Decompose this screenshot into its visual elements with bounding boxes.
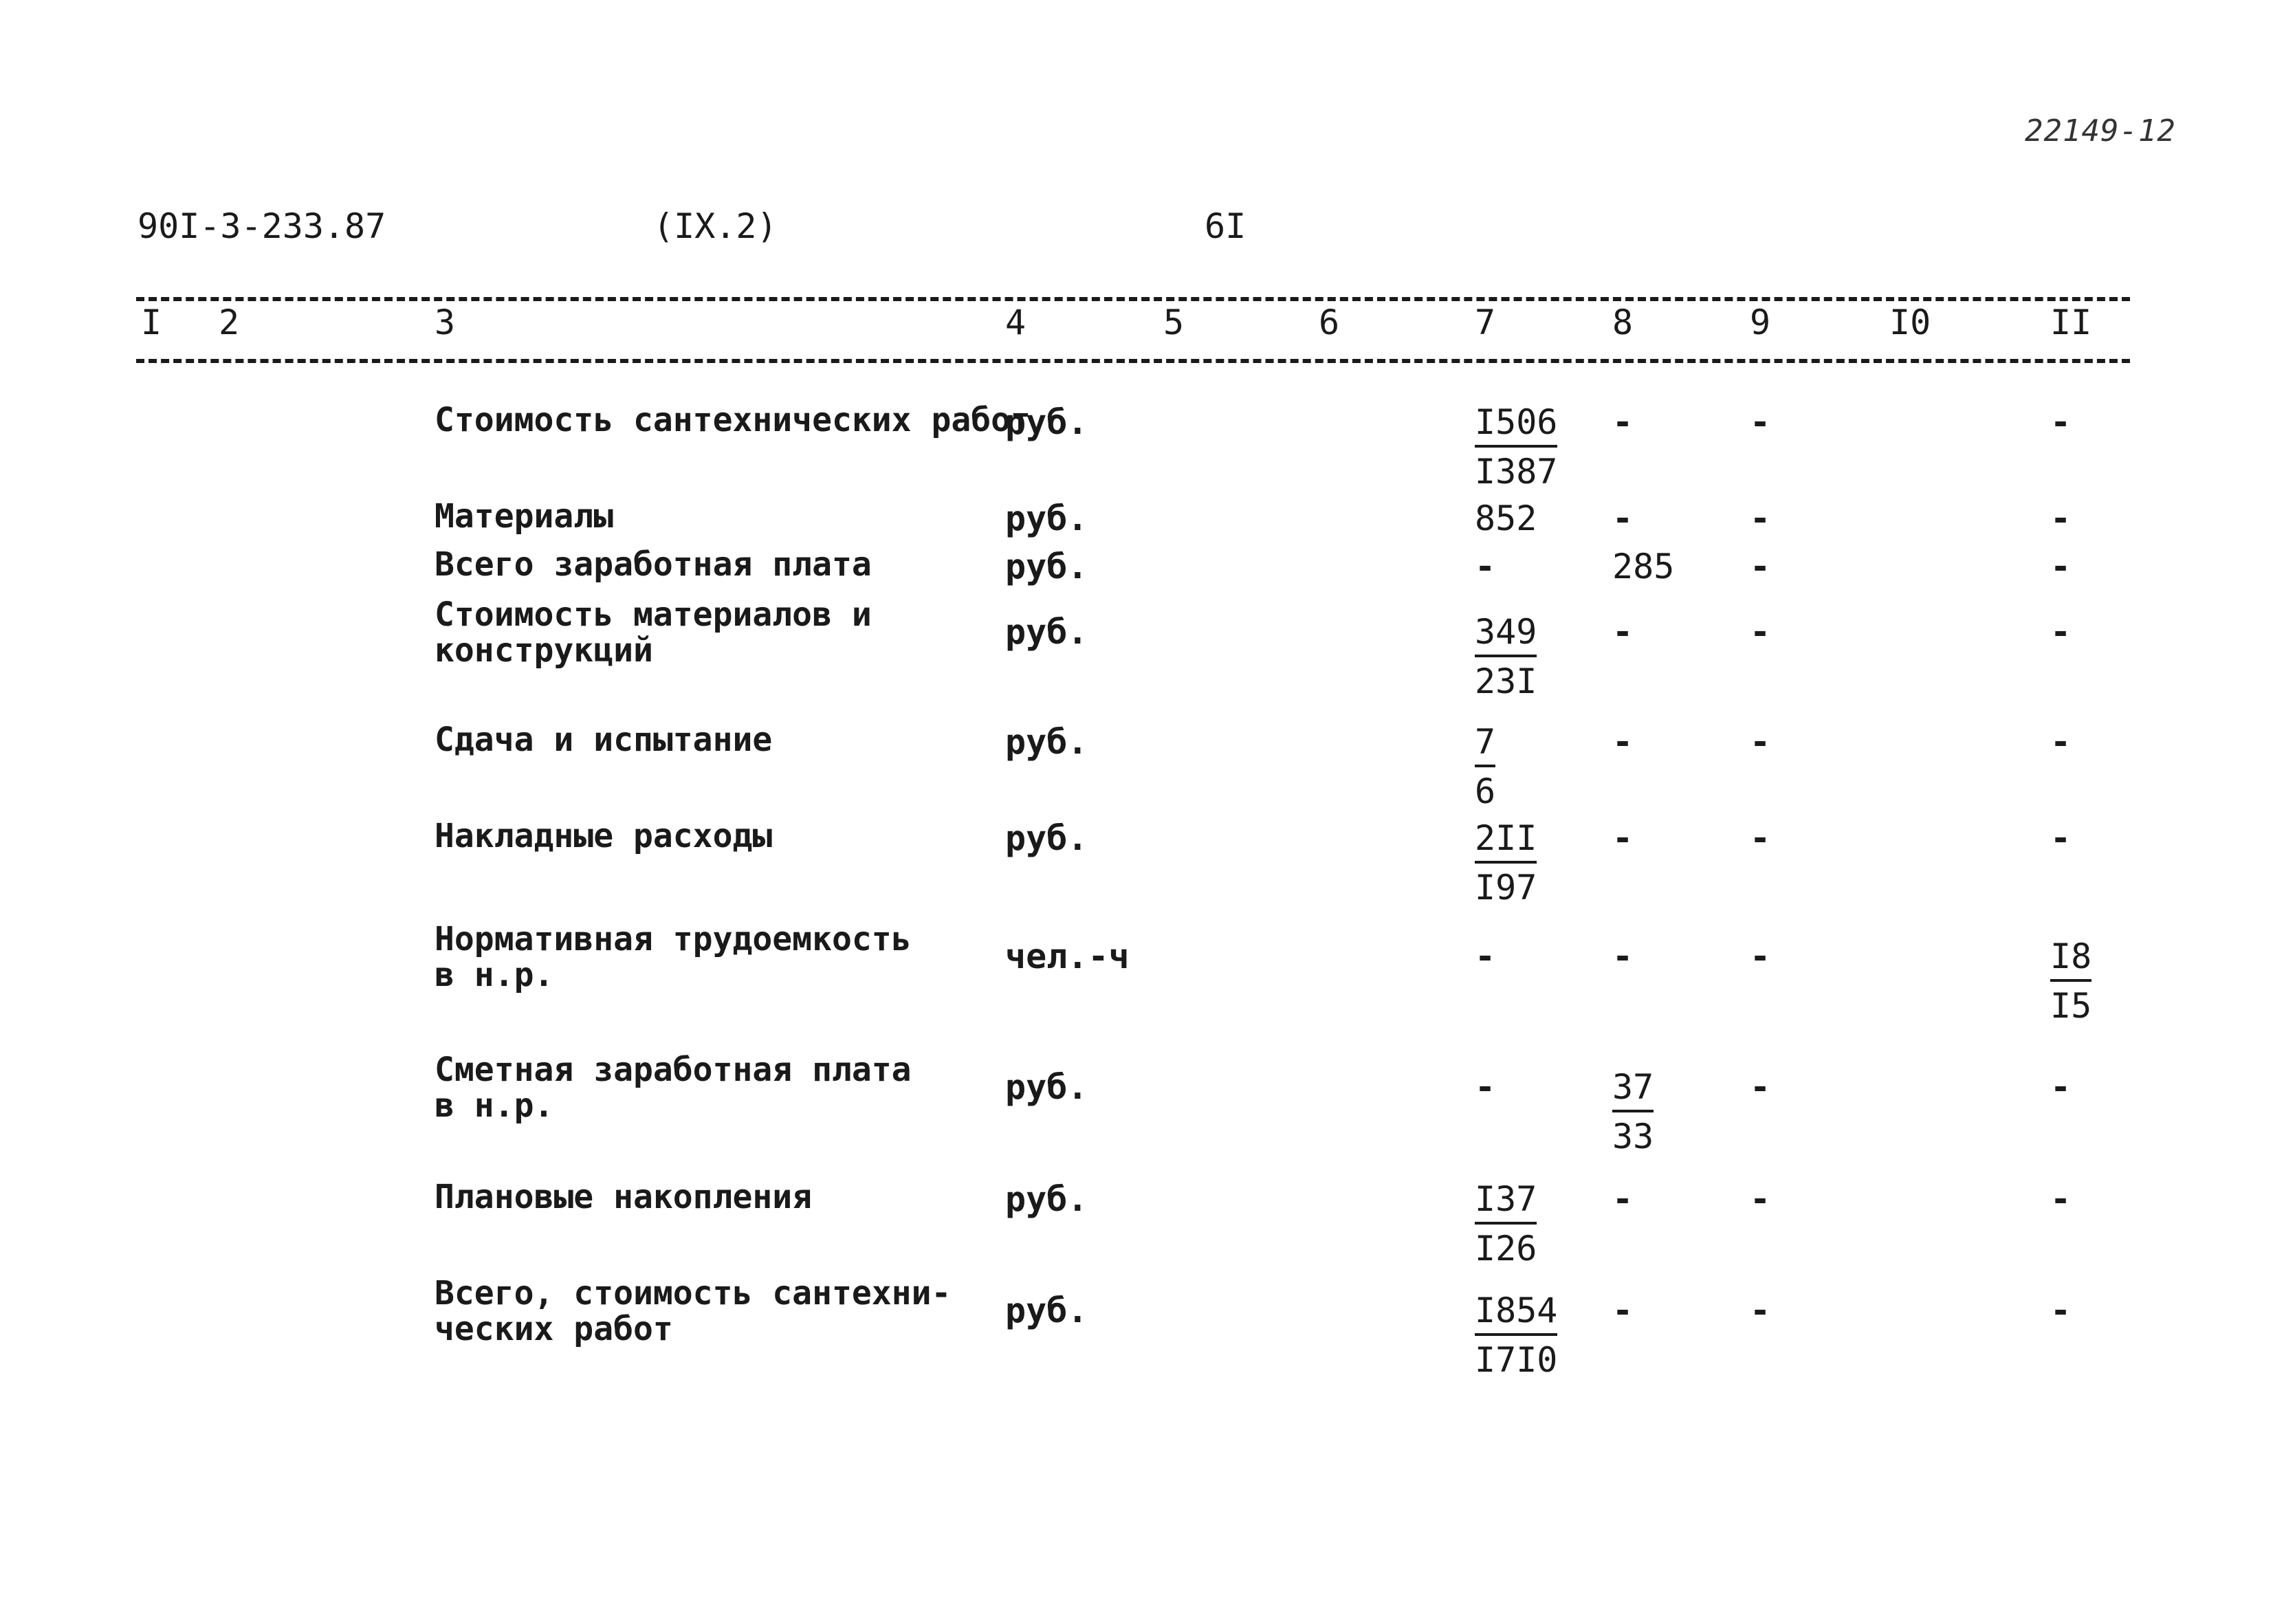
col9-cell bbox=[1750, 1291, 1770, 1330]
col7-cell-numerator: I37 bbox=[1475, 1179, 1537, 1225]
row-label-line: Материалы bbox=[435, 497, 614, 536]
col9-cell bbox=[1750, 722, 1770, 762]
row-label-line: в н.р. bbox=[435, 1086, 554, 1125]
col7-cell-denominator: I97 bbox=[1475, 868, 1537, 908]
row-label-line: в н.р. bbox=[435, 956, 554, 994]
row-label bbox=[435, 402, 1031, 438]
col9-cell-value: - bbox=[1750, 936, 1771, 976]
row-unit: руб. bbox=[1005, 498, 1088, 538]
col11-cell-value: - bbox=[2050, 722, 2072, 762]
col7-cell-denominator: I387 bbox=[1475, 452, 1558, 492]
col7-cell bbox=[1475, 1067, 1495, 1107]
col8-cell bbox=[1612, 498, 1633, 538]
row-unit: чел.-ч bbox=[1005, 936, 1130, 976]
table-header-rule bbox=[136, 359, 2130, 363]
col9-cell bbox=[1750, 1179, 1770, 1219]
col7-cell-denominator: I26 bbox=[1475, 1229, 1537, 1269]
col7-cell bbox=[1475, 612, 1537, 701]
section-number: (IX.2) bbox=[653, 206, 778, 246]
row-unit: руб. bbox=[1005, 818, 1088, 858]
col8-cell bbox=[1612, 1291, 1633, 1330]
row-label-line: Плановые накопления bbox=[435, 1178, 813, 1216]
col7-cell-value: - bbox=[1475, 1067, 1496, 1107]
col7-cell-value: - bbox=[1475, 547, 1496, 586]
row-label-line: ческих работ bbox=[435, 1310, 673, 1348]
col8-cell-numerator: 37 bbox=[1612, 1067, 1654, 1112]
col8-cell-value: - bbox=[1612, 1179, 1634, 1219]
row-unit: руб. bbox=[1005, 1291, 1088, 1330]
col11-cell-numerator: I8 bbox=[2050, 936, 2091, 982]
col11-cell-value: - bbox=[2050, 498, 2072, 538]
col11-cell-value: - bbox=[2050, 818, 2072, 858]
col7-cell bbox=[1475, 722, 1495, 811]
column-number: 8 bbox=[1612, 303, 1634, 342]
row-label bbox=[435, 722, 772, 758]
row-label-line: Стоимость материалов и bbox=[435, 595, 872, 634]
col7-cell bbox=[1475, 402, 1557, 492]
row-label bbox=[435, 547, 872, 582]
row-label bbox=[435, 498, 613, 534]
col7-cell bbox=[1475, 818, 1537, 908]
col8-cell-denominator: 33 bbox=[1612, 1117, 1654, 1156]
document-code: 90I-3-233.87 bbox=[138, 206, 386, 246]
col9-cell bbox=[1750, 498, 1770, 538]
column-number: I bbox=[141, 303, 162, 342]
column-number: 4 bbox=[1005, 303, 1026, 342]
col7-cell-value: - bbox=[1475, 936, 1496, 976]
col11-cell bbox=[2050, 818, 2071, 858]
col9-cell-value: - bbox=[1750, 1067, 1771, 1107]
col11-cell-value: - bbox=[2050, 547, 2072, 586]
column-number: II bbox=[2050, 303, 2092, 342]
col8-cell-value: - bbox=[1612, 1291, 1634, 1330]
col7-cell-numerator: 7 bbox=[1475, 722, 1495, 767]
col7-cell bbox=[1475, 1291, 1557, 1380]
col9-cell-value: - bbox=[1750, 547, 1771, 586]
col8-cell-value: - bbox=[1612, 818, 1634, 858]
col11-cell bbox=[2050, 1067, 2071, 1107]
page-number: 6I bbox=[1205, 206, 1247, 246]
col11-cell-value: - bbox=[2050, 1179, 2072, 1219]
col8-cell-value: - bbox=[1612, 612, 1634, 652]
col9-cell bbox=[1750, 818, 1770, 858]
row-label-line: Всего заработная плата bbox=[435, 545, 872, 584]
col7-cell-denominator: I7I0 bbox=[1475, 1340, 1558, 1380]
col8-cell-value: 285 bbox=[1612, 547, 1675, 586]
row-label bbox=[435, 921, 912, 993]
col7-cell-denominator: 6 bbox=[1475, 771, 1496, 811]
col7-cell-numerator: I506 bbox=[1475, 402, 1557, 448]
table-top-rule bbox=[136, 297, 2130, 301]
col11-cell bbox=[2050, 1291, 2071, 1330]
col11-cell-denominator: I5 bbox=[2050, 986, 2092, 1026]
row-label bbox=[435, 597, 872, 668]
col8-cell bbox=[1612, 1067, 1654, 1156]
col7-cell bbox=[1475, 1179, 1537, 1269]
col7-cell-numerator: I854 bbox=[1475, 1291, 1557, 1336]
col8-cell bbox=[1612, 722, 1633, 762]
row-label bbox=[435, 1275, 951, 1347]
col7-cell bbox=[1475, 547, 1495, 586]
row-label-line: конструкций bbox=[435, 631, 653, 670]
row-unit: руб. bbox=[1005, 722, 1088, 762]
row-label-line: Сдача и испытание bbox=[435, 721, 773, 759]
column-number: 2 bbox=[219, 303, 240, 342]
col8-cell-value: - bbox=[1612, 498, 1634, 538]
col11-cell bbox=[2050, 498, 2071, 538]
col9-cell bbox=[1750, 402, 1770, 442]
col9-cell bbox=[1750, 1067, 1770, 1107]
column-number: 3 bbox=[435, 303, 456, 342]
col9-cell-value: - bbox=[1750, 1291, 1771, 1330]
row-unit: руб. bbox=[1005, 1067, 1088, 1107]
column-number: 9 bbox=[1750, 303, 1771, 342]
col7-cell bbox=[1475, 498, 1537, 538]
row-label bbox=[435, 1179, 812, 1215]
col8-cell-value: - bbox=[1612, 402, 1634, 442]
col8-cell bbox=[1612, 402, 1633, 442]
col8-cell bbox=[1612, 818, 1633, 858]
col9-cell-value: - bbox=[1750, 722, 1771, 762]
col9-cell-value: - bbox=[1750, 498, 1771, 538]
row-unit: руб. bbox=[1005, 1179, 1088, 1219]
col11-cell bbox=[2050, 547, 2071, 586]
col11-cell bbox=[2050, 936, 2091, 1026]
col7-cell bbox=[1475, 936, 1495, 976]
col8-cell-value: - bbox=[1612, 936, 1634, 976]
col11-cell-value: - bbox=[2050, 612, 2072, 652]
row-label-line: Накладные расходы bbox=[435, 817, 773, 855]
column-number: 5 bbox=[1163, 303, 1185, 342]
row-label bbox=[435, 818, 772, 854]
col9-cell bbox=[1750, 612, 1770, 652]
col8-cell bbox=[1612, 1179, 1633, 1219]
col7-cell-numerator: 349 bbox=[1475, 612, 1537, 657]
row-unit: руб. bbox=[1005, 547, 1088, 586]
column-number: I0 bbox=[1889, 303, 1931, 342]
col11-cell bbox=[2050, 612, 2071, 652]
col11-cell-value: - bbox=[2050, 402, 2072, 442]
row-label bbox=[435, 1052, 912, 1123]
col8-cell-value: - bbox=[1612, 722, 1634, 762]
row-label-line: Нормативная трудоемкость bbox=[435, 920, 912, 958]
col11-cell-value: - bbox=[2050, 1291, 2072, 1330]
row-unit: руб. bbox=[1005, 402, 1088, 442]
col9-cell bbox=[1750, 547, 1770, 586]
col7-cell-denominator: 23I bbox=[1475, 661, 1537, 701]
archive-stamp: 22149-12 bbox=[2025, 113, 2176, 149]
row-label-line: Стоимость сантехнических работ bbox=[435, 401, 1031, 439]
col9-cell-value: - bbox=[1750, 1179, 1771, 1219]
col9-cell-value: - bbox=[1750, 818, 1771, 858]
col9-cell bbox=[1750, 936, 1770, 976]
column-number: 6 bbox=[1319, 303, 1340, 342]
row-unit: руб. bbox=[1005, 612, 1088, 652]
col11-cell bbox=[2050, 402, 2071, 442]
col7-cell-value: 852 bbox=[1475, 498, 1537, 538]
row-label-line: Всего, стоимость сантехни- bbox=[435, 1274, 952, 1313]
col11-cell bbox=[2050, 1179, 2071, 1219]
column-number: 7 bbox=[1475, 303, 1496, 342]
row-label-line: Сметная заработная плата bbox=[435, 1051, 912, 1089]
col8-cell bbox=[1612, 612, 1633, 652]
col8-cell bbox=[1612, 547, 1674, 586]
col9-cell-value: - bbox=[1750, 402, 1771, 442]
col11-cell-value: - bbox=[2050, 1067, 2072, 1107]
col8-cell bbox=[1612, 936, 1633, 976]
col9-cell-value: - bbox=[1750, 612, 1771, 652]
col11-cell bbox=[2050, 722, 2071, 762]
col7-cell-numerator: 2II bbox=[1475, 818, 1537, 864]
